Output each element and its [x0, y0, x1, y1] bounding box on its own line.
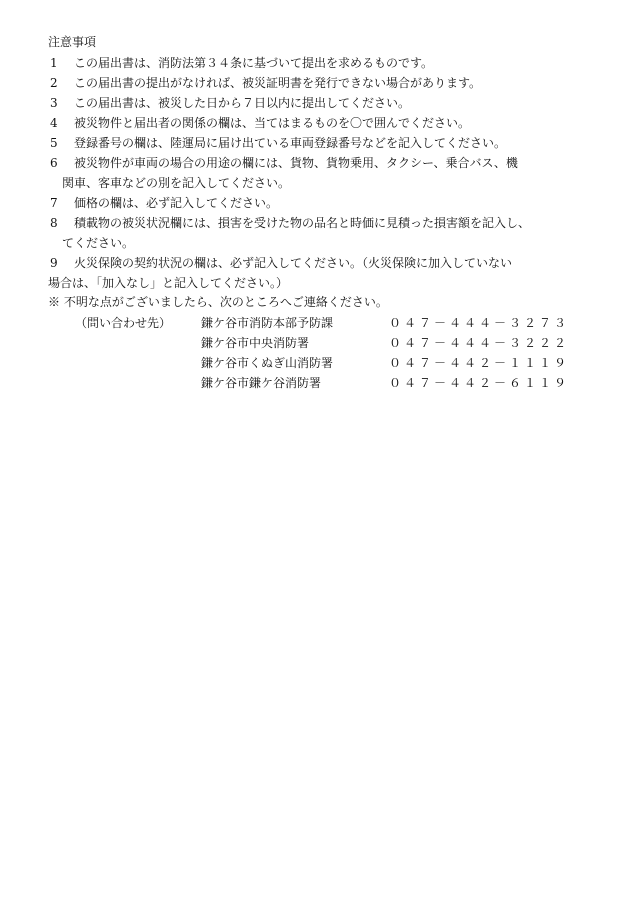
contact-row — [201, 333, 569, 353]
note-text-continued: 関車、客車などの別を記入してください。 — [62, 176, 291, 190]
contact-office: 鎌ケ谷市消防本部予防課 — [201, 316, 334, 330]
note-text: この届出書は、被災した日から７日以内に提出してください。 — [74, 96, 411, 110]
note-item-4 — [46, 113, 591, 133]
note-item-8 — [46, 213, 591, 253]
note-number: 9 — [50, 256, 58, 270]
note-item-9 — [46, 253, 591, 293]
note-number: 7 — [50, 196, 58, 210]
note-number: 2 — [50, 76, 58, 90]
note-number: 3 — [50, 96, 58, 110]
note-text: この届出書は、消防法第３４条に基づいて提出を求めるものです。 — [74, 56, 434, 70]
note-item-3 — [46, 93, 591, 113]
note-number: 1 — [50, 56, 58, 70]
note-text: 登録番号の欄は、陸運局に届け出ている車両登録番号などを記入してください。 — [74, 136, 507, 150]
contact-office: 鎌ケ谷市中央消防署 — [201, 336, 310, 350]
note-item-1 — [46, 53, 591, 73]
note-text-continued: 場合は、「加入なし」と記入してください。） — [48, 276, 289, 290]
note-text: 被災物件が車両の場合の用途の欄には、貨物、貨物乗用、タクシー、乗合バス、機 — [74, 156, 518, 170]
note-item-7 — [46, 193, 591, 213]
contact-phone: ０４７－４４４－３２７３ — [389, 316, 570, 330]
contact-phone: ０４７－４４４－３２２２ — [389, 336, 570, 350]
note-item-6 — [46, 153, 591, 193]
contact-label: （問い合わせ先） — [75, 316, 172, 330]
contact-row — [201, 353, 569, 373]
contact-remark: ※ 不明な点がございましたら、次のところへご連絡ください。 — [48, 295, 388, 309]
contact-row — [201, 313, 569, 333]
note-number: 8 — [50, 216, 58, 230]
note-text: 被災物件と届出者の関係の欄は、当てはまるものを〇で囲んでください。 — [74, 116, 471, 130]
note-number: 4 — [50, 116, 58, 130]
notes-list — [46, 53, 591, 293]
note-number: 5 — [50, 136, 58, 150]
note-text-continued: てください。 — [62, 236, 135, 250]
note-item-2 — [46, 73, 591, 93]
note-text: この届出書の提出がなければ、被災証明書を発行できない場合があります。 — [74, 76, 482, 90]
note-text: 積載物の被災状況欄には、損害を受けた物の品名と時価に見積った損害額を記入し、 — [74, 216, 531, 230]
note-text: 価格の欄は、必ず記入してください。 — [74, 196, 279, 210]
contact-row — [201, 373, 569, 393]
note-item-5 — [46, 133, 591, 153]
contact-phone: ０４７－４４２－６１１９ — [389, 376, 570, 390]
note-text: 火災保険の契約状況の欄は、必ず記入してください。（火災保険に加入していない — [74, 256, 513, 270]
contact-phone: ０４７－４４２－１１１９ — [389, 356, 570, 370]
note-number: 6 — [50, 156, 58, 170]
contact-office: 鎌ケ谷市鎌ケ谷消防署 — [201, 376, 322, 390]
contact-office: 鎌ケ谷市くぬぎ山消防署 — [201, 356, 334, 370]
notes-heading: 注意事項 — [48, 35, 97, 49]
